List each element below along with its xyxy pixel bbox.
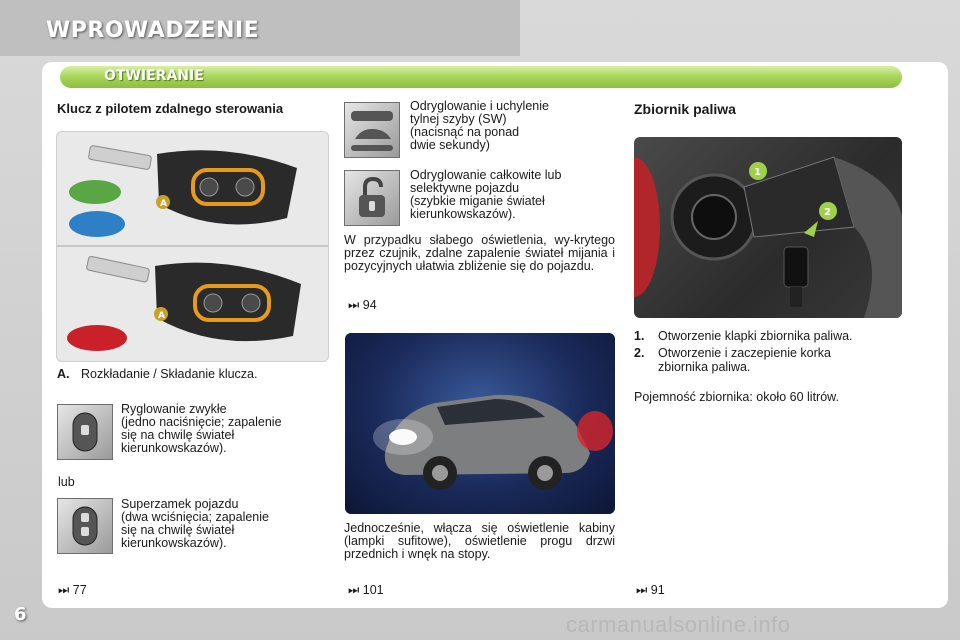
fuel-step-1 xyxy=(634,330,853,343)
lock-button-icon xyxy=(57,404,113,460)
fuel-step-2 xyxy=(634,347,831,360)
superlock-button-icon xyxy=(57,498,113,554)
lock-line-1: Ryglowanie zwykłe xyxy=(121,402,227,416)
tailgate-line-4: dwie sekundy) xyxy=(410,138,490,152)
unlock-button-icon xyxy=(344,170,400,226)
ref-arrow-icon: ⏭ xyxy=(348,298,360,312)
lock-description xyxy=(121,403,282,455)
superlock-line-2: (dwa wciśnięcia; zapalenie xyxy=(121,510,269,524)
superlock-line-4: kierunkowskazów). xyxy=(121,536,227,550)
unlock-line-3: (szybkie miganie świateł xyxy=(410,194,545,208)
page-ref-91[interactable] xyxy=(636,583,665,598)
tailgate-button-icon xyxy=(344,102,400,158)
page-number: 6 xyxy=(14,604,27,625)
remote-key-heading: Klucz z pilotem zdalnego sterowania xyxy=(57,101,284,116)
section-title: OTWIERANIE xyxy=(104,68,204,84)
ref-arrow-icon: ⏭ xyxy=(636,583,648,597)
superlock-line-3: się na chwilę świateł xyxy=(121,523,235,537)
key-illustration xyxy=(56,131,329,362)
fuel-step-2-line-2: zbiornika paliwa. xyxy=(658,360,751,374)
tailgate-line-1: Odryglowanie i uchylenie xyxy=(410,99,549,113)
car-night-illustration xyxy=(345,333,615,514)
unlock-line-2: selektywne pojazdu xyxy=(410,181,520,195)
caption-letter: A. xyxy=(57,367,70,381)
tailgate-description xyxy=(410,100,549,152)
tailgate-line-3: (nacisnąć na ponad xyxy=(410,125,520,139)
superlock-description xyxy=(121,498,269,550)
lock-line-4: kierunkowskazów). xyxy=(121,441,227,455)
superlock-line-1: Superzamek pojazdu xyxy=(121,497,239,511)
step-1-number: 1. xyxy=(634,329,645,343)
ref-number: 101 xyxy=(362,583,384,597)
fuel-capacity: Pojemność zbiornika: około 60 litrów. xyxy=(634,390,839,404)
ref-arrow-icon: ⏭ xyxy=(58,583,70,597)
lock-line-2: (jedno naciśnięcie; zapalenie xyxy=(121,415,282,429)
watermark: carmanualsonline.info xyxy=(566,612,791,637)
tailgate-line-2: tylnej szyby (SW) xyxy=(410,112,507,126)
unlock-line-4: kierunkowskazów). xyxy=(410,207,516,221)
ref-number: 77 xyxy=(72,583,87,597)
ref-number: 91 xyxy=(650,583,665,597)
lighting-paragraph: W przypadku słabego oświetlenia, wy-krytego przez czujnik, zdalne zapalenie świateł mijania i pozycyjnych ułatwia zbliżenie się do pojazdu. xyxy=(344,233,615,273)
or-text: lub xyxy=(58,475,75,489)
step-2-text-line-1: Otworzenie i zaczepienie korka xyxy=(658,346,831,360)
fuel-label-1: 1 xyxy=(754,167,761,178)
fuel-tank-heading: Zbiornik paliwa xyxy=(634,101,736,117)
fuel-tank-illustration xyxy=(634,137,902,318)
step-1-text: Otworzenie klapki zbiornika paliwa. xyxy=(658,329,853,343)
page-ref-101[interactable] xyxy=(348,583,384,598)
caption-text: Rozkładanie / Składanie klucza. xyxy=(80,367,258,381)
page-title: WPROWADZENIE xyxy=(46,18,260,43)
unlock-line-1: Odryglowanie całkowite lub xyxy=(410,168,562,182)
key-label-a: A xyxy=(160,199,167,209)
ref-arrow-icon: ⏭ xyxy=(348,583,360,597)
key-label-a-2: A xyxy=(158,311,165,321)
interior-light-paragraph: Jednocześnie, włącza się oświetlenie kabiny (lampki sufitowe), oświetlenie progu drzwi przednich i wnęk na stopy. xyxy=(344,521,615,561)
page-ref-77[interactable] xyxy=(58,583,87,598)
fuel-label-2: 2 xyxy=(824,207,831,218)
page-ref-94[interactable] xyxy=(348,298,377,313)
ref-number: 94 xyxy=(362,298,377,312)
lock-line-3: się na chwilę świateł xyxy=(121,428,235,442)
unlock-description xyxy=(410,169,561,221)
key-caption xyxy=(57,368,257,381)
step-2-number: 2. xyxy=(634,346,645,360)
